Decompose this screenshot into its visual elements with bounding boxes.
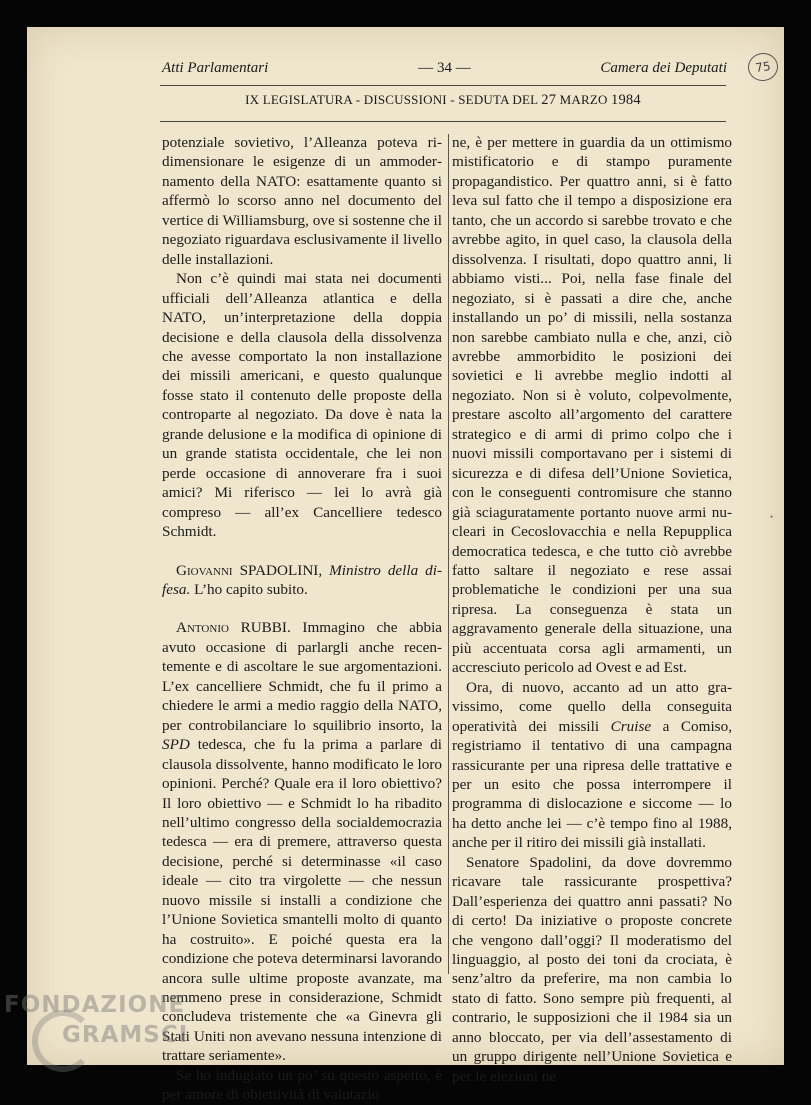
page-number: — 34 — xyxy=(418,60,471,76)
watermark-line1: FONDAZIONE xyxy=(4,992,186,1018)
paragraph-text: a Comiso, registriamo il tentativo di una campagna rassicurante per una ripresa delle trattative e per un esito che possa interrompere il programma di dislocazione e siccome — lo ha detto anche lei — c’è tempo fino al 1988, anche per il ritiro dei missili già installati. xyxy=(452,717,732,852)
column-divider xyxy=(448,134,449,974)
speaker-first-name: Giovanni xyxy=(176,561,233,579)
session-date-number: 27 xyxy=(541,92,557,108)
speech-spadolini xyxy=(162,561,442,600)
speech-text: Immagino che abbia avuto occasione di parlargli anche recentemente e di ascoltare le sue argomentazioni. L’ex cancelliere Schmidt, che fu il primo a chiedere le armi a medio raggio della NATO, per controbilanciare lo squilibrio insorto, la xyxy=(162,619,443,734)
paragraph xyxy=(452,678,732,853)
speaker-last-name: RUBBI. xyxy=(240,619,291,637)
session-line xyxy=(160,92,726,109)
publication-title: Atti Parlamentari xyxy=(162,60,269,76)
watermark xyxy=(4,990,188,1050)
cruise-italic: Cruise xyxy=(610,717,652,735)
speaker-last-name: SPADOLINI, xyxy=(239,561,323,579)
speech-text: tedesca, che fu la prima a parlare di clausola dissolvente, hanno modificato le loro opinioni. Perché? Quale era il loro obiettivo? Il loro obiettivo — e Schmidt lo ha ribadito nell’ultimo congresso della socialdemocrazia tedesca — era di premere, attraverso questa decisione, perché si determinasse «il caso ideale — cito tra virgolette — che nessun nuovo missile si installi a condizione che l’Unione Sovietica smantelli molto di quanto ha costruito». E poiché questa era la condizione che poteva determinarsi lavorando ancora sulle ultime proposte avanzate, ma nemmeno prese in considerazione, Schmidt concludeva tristemente che «a Ginevra gli Stati Uniti non avevano nessuna intenzione di trattare seriamente». xyxy=(162,736,443,1065)
handwritten-page-stamp: 75 xyxy=(746,51,780,83)
right-column xyxy=(452,133,732,1086)
speech-rubbi xyxy=(162,618,442,1065)
session-prefix: IX LEGISLATURA - DISCUSSIONI - SEDUTA DEL xyxy=(245,92,538,107)
speaker-first-name: Antonio xyxy=(176,619,229,637)
margin-mark: • xyxy=(770,512,774,522)
session-year: 1984 xyxy=(611,92,641,108)
paragraph: Se ho indugiato un po’ su questo aspetto, è per amore di obiettività di valutazio xyxy=(162,1066,442,1104)
paragraph: ne, è per mettere in guardia da un ottimismo mistificatorio e di stampo puramente propagandistico. Per quattro anni, si è fatto leva sul fatto che il tempo a disposizione era tanto, che un accordo si sarebbe trovato e che avrebbe agito, in quel caso, la clausola della dissolvenza. I risultati, dopo quattro anni, li abbiamo visti... Poi, nella fase finale del negoziato, si è passati a dire che, anche installando un po’ di missili, nella sostanza non sarebbe cambiato nulla e che, anzi, ciò avrebbe ammorbidito le posizioni dei sovietici e li avrebbe meglio indotti al negoziato. Non si è voluto, colpevolmente, prestare ascolto all’argomento del carattere strategico e di armi di primo colpo che i nuovi missili comportavano per i sistemi di sicurezza e di difesa dell’Unione Sovietica, con le conseguenti contromisure che stanno già sciaguratamente portanto nuove armi nucleari in Cecoslovacchia e nella Repupplica democratica tedesca, e che tutto ciò avrebbe fatto saltare il negoziato e rese assai problematiche le condizioni per una sua ripresa. La conseguenza è stata un aggravamento generale della situazione, una più accentuata corsa agli armamenti, un accresciuto pericolo ad Ovest e ad Est. xyxy=(452,134,732,677)
header-rule-bottom xyxy=(160,121,726,122)
left-column xyxy=(162,133,442,1105)
chamber-name: Camera dei Deputati xyxy=(600,60,727,76)
paragraph-text: Ora, di nuovo, accanto ad un atto gravissimo, come quello della conseguita operatività dei missili xyxy=(452,678,732,735)
header-rule-top xyxy=(160,85,726,86)
spd-italic: SPD xyxy=(162,736,190,754)
running-head xyxy=(162,60,727,82)
paragraph: potenziale sovietivo, l’Alleanza poteva ridimensionare le esigenze di un ammodernamento della NATO: esattamente quanto si affermò lo scorso anno nel documento del vertice di Williamsburg, ove si sostenne che il negoziato riguardava esclusivamente il livello delle installazioni. xyxy=(162,134,442,268)
session-month: MARZO xyxy=(559,92,608,107)
paragraph: Non c’è quindi mai stata nei documenti ufficiali dell’Alleanza atlantica e della NATO, un’interpretazione della doppia decisione e della clausola della dissolvenza che avesse comportato la non installazione dei missili americani, e questo qualunque fosse stato il contenuto delle proposte della controparte al negoziato. Da dove è nata la grande delusione e la modifica di opinione di un grande statista occidentale, che lei non perde occasione di annoverare fra i suoi amici? Mi riferisco — lei lo avrà già compreso — all’ex Cancelliere tedesco Schmidt. xyxy=(162,270,442,541)
watermark-line2: GRAMSCI xyxy=(62,1022,189,1048)
speech-text: L’ho capito subito. xyxy=(194,580,308,598)
speaker-role: Ministro della difesa. xyxy=(162,561,443,598)
paragraph: Senatore Spadolini, da dove dovremmo ricavare tale rassicurante prospettiva? Dall’esperienza dei quattro anni passati? No di certo! Da iniziative o proposte concrete che vengono dall’oggi? Il moderatismo del linguaggio, al posto dei toni da crociata, è senz’altro da preferire, ma non cambia lo stato di fatto. Sono sempre più frequenti, al contrario, le supposizioni che il 1984 sia un anno bloccato, per via dell’assestamento di un gruppo dirigente nell’Unione Sovietica e per le elezioni ne xyxy=(452,853,732,1085)
